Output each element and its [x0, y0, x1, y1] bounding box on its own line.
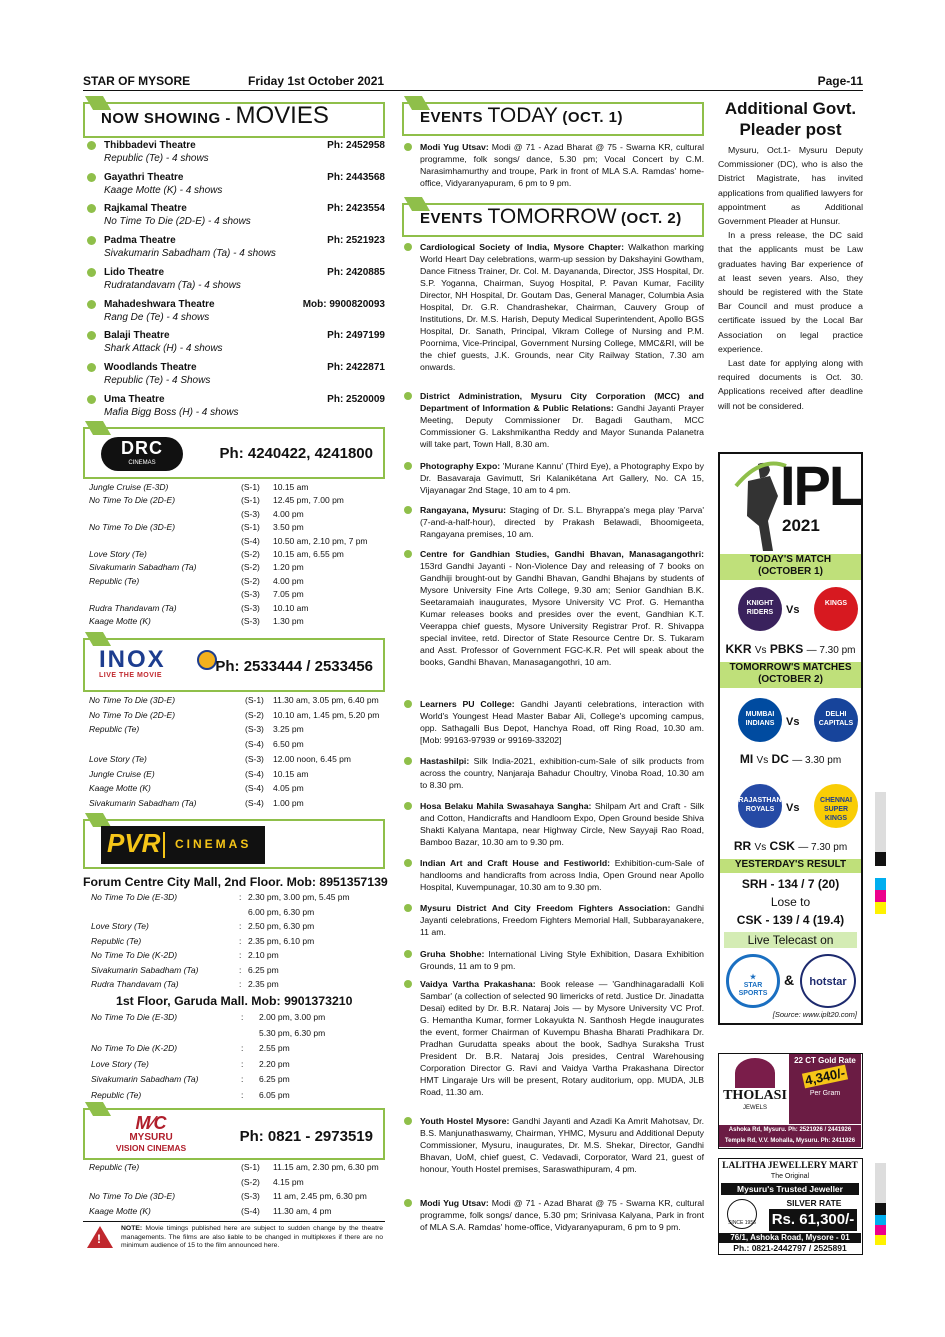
- tholasi-address-2: Temple Rd, V.V. Mohalla, Mysuru. Ph: 2411926: [719, 1136, 861, 1147]
- screen-number: (S-3): [241, 508, 260, 519]
- theatre-show: Sivakumarin Sabadham (Ta) - 4 shows: [104, 248, 276, 260]
- pvr-schedule-1: [91, 891, 385, 991]
- event-tomorrow-item: Youth Hostel Mysore: Gandhi Jayanti and Azadi Ka Amrit Mahotsav, Dr. B.S. Manjunathaswamy, Chairman, YHMC, Mysuru and Additional Deputy Commissioner, Mysuru, inaugurates, Dr. M.S. Shekar, Director, Gandhi Bhavan, UoM, chief guest, C. Vedavadi, Corporator, Ward 21, guest of honour, Youth Hostel premises, Saraswathipuram, 4 pm.: [402, 1115, 704, 1175]
- now-showing-label: NOW SHOWING -: [101, 110, 236, 127]
- telecast-label: Live Telecast on: [724, 932, 857, 948]
- pbks-logo-icon: KINGS: [814, 587, 858, 631]
- movie-title: Rudra Thandavam (Ta): [89, 602, 177, 613]
- screen-number: :: [239, 935, 242, 946]
- ipl-year: 2021: [782, 516, 820, 535]
- show-times: 3.25 pm: [273, 724, 304, 735]
- tomorrow-date: (OCT. 2): [621, 210, 682, 227]
- movie-title: Republic (Te): [91, 935, 142, 946]
- today-match-label: TODAY'S MATCH (OCTOBER 1): [720, 554, 861, 580]
- tholasi-ad: [718, 1053, 863, 1149]
- theatre-name: Lido Theatre: [104, 266, 165, 278]
- cricketer-icon: [728, 456, 788, 556]
- page-header: [83, 73, 863, 91]
- tholasi-brand: THOLASI JEWELS: [721, 1056, 789, 1124]
- result-line-3: CSK - 139 / 4 (19.4): [736, 913, 845, 927]
- theatre-item: [83, 393, 385, 421]
- note-label: NOTE:: [121, 1225, 143, 1232]
- bullet-icon: [404, 950, 412, 958]
- movie-title: Republic (Te): [89, 724, 140, 735]
- match-1: KKR Vs PBKS — 7.30 pm: [725, 642, 856, 656]
- pvr-logo: PVR CINEMAS: [101, 826, 265, 864]
- theatre-phone: Ph: 2452958: [327, 140, 385, 151]
- inox-phone: Ph: 2533444 / 2533456: [215, 658, 373, 675]
- show-times: 2.35 pm, 6.10 pm: [248, 935, 315, 946]
- event-tomorrow-item: Mysuru District And City Freedom Fighters Association: Gandhi Jayanti celebrations, Freedom Fighters Memorial Hall, Subbarayanakere, 11 am.: [402, 902, 704, 938]
- bullet-icon: [87, 236, 96, 245]
- movie-title: Sivakumarin Sabadham (Ta): [89, 797, 197, 808]
- show-times: 6.05 pm: [259, 1089, 290, 1100]
- movie-title: Rudra Thandavam (Ta): [91, 979, 179, 989]
- show-times: 11.15 am, 2.30 pm, 6.30 pm: [273, 1162, 379, 1172]
- bullet-icon: [404, 802, 412, 810]
- bullet-icon: [87, 300, 96, 309]
- article-title: Additional Govt. Pleader post: [724, 99, 857, 139]
- source-note: [Source: www.iplt20.com]: [772, 1010, 857, 1019]
- pvr-box: [83, 819, 385, 869]
- theatre-name: Uma Theatre: [104, 393, 165, 405]
- drc-box: [83, 427, 385, 479]
- ipl-box: IPL 2021 TODAY'S MATCH (OCTOBER 1) KNIGHT RIDERS Vs KINGS KKR Vs PBKS — 7.30 pm TOMORROW'S MATCHES (OCTOBER 2) MUMBAI INDIANS Vs DELHI CAPITALS MI Vs DC — 3.30 pm RAJASTHAN ROYALS Vs CHENNAI SUPER KINGS RR Vs CSK — 7.30 pm YESTERDAY'S RESULT SRH - 134 / 7 (20) Lose to CSK - 139 / 4 (19.4) Live Telecast on ★ STAR SPORTS & hotstar [Source: www.iplt20.com]: [718, 452, 863, 1025]
- show-times: 2.00 pm, 3.00 pm: [259, 1012, 326, 1022]
- tholasi-address-1: Ashoka Rd, Mysuru. Ph: 2521926 / 2441926: [719, 1125, 861, 1136]
- bullet-icon: [87, 395, 96, 404]
- theatre-item: [83, 202, 385, 230]
- theatre-name: Rajkamal Theatre: [104, 203, 187, 215]
- movie-title: Republic (Te): [91, 1089, 142, 1100]
- events-label: EVENTS: [420, 109, 484, 126]
- bullet-icon: [404, 392, 412, 400]
- show-times: 4.15 pm: [273, 1176, 304, 1187]
- bullet-icon: [87, 331, 96, 340]
- show-times: 10.50 am, 2.10 pm, 7 pm: [273, 535, 368, 546]
- pleader-article: Additional Govt. Pleader post Mysuru, Oct.1- Mysuru Deputy Commissioner (DC), who is also the District Magistrate, has invited applications from qualified lawyers for appointment as Additional Government Pleader at Hunsur. In a press release, the DC said that the applicants must be Law graduates having Bar experience of at least seven years. Also, they should be registered with the State Bar Council and must produce a certificate issued by the Local Bar Association on legal practice experience. Last date for applying along with required documents is Oct. 30. Applications received after deadline will not be considered.: [718, 99, 863, 411]
- tomorrow-matches-label: TOMORROW'S MATCHES (OCTOBER 2): [720, 662, 861, 688]
- screen-number: (S-4): [245, 768, 264, 779]
- event-tomorrow-item: Cardiological Society of India, Mysore Chapter: Walkathon marking World Heart Day celebrations, warm-up session by Dakshayini Gowtham, Dance Fitness Trainer, Dr. Col. M. Dayananda, Director, JSS Hospital, Dr. S.P. Yoganna, Chairman, Suyog Hospital, P. Pavan Kumar, Facility Director, NH Hospital, Dr. Goutam Das, General Manager, Columbia Asia Hospital, Dr. G.R. Chandrashekar, Chairman, Cauvery Group of Institutions, Dr. M.S. Harish, Deputy Medical Superintendent, Apollo BGS Hospital, Dr. Sanath, Principal, Vikram College of Nursing and P.M. Poornima, Vice-Principal, Government Nursing College, MMC&RI, will be the chief guests, J.K. Grounds, near City Railway Station, 7.30 am onwards.: [402, 241, 704, 373]
- note-box: ! NOTE: Movie timings published here are subject to sudden change by the theatre managements. The films are also liable to be changed in multiplexes if there are no minimum audience of 15 to the film announced here.: [83, 1221, 385, 1253]
- screen-number: (S-3): [241, 1191, 260, 1201]
- movie-title: Sivakumarin Sabadham (Ta): [91, 1074, 199, 1084]
- mysuru-vision-schedule: [89, 1161, 385, 1221]
- dc-logo-icon: DELHI CAPITALS: [814, 698, 858, 742]
- theatre-show: Rudratandavam (Ta) - 4 shows: [104, 279, 241, 291]
- event-today-item: Modi Yug Utsav: Modi @ 71 - Azad Bharat @ 75 - Swarna KR, cultural programme, folk songs/ dance, 5.30 pm; Vocal Concert by C.M. Narasimhamurthy and troupe, Park in front of MLA S.A. Ramdas' home-office, Vidyaranyapuram, 6 pm to 9 pm.: [402, 141, 704, 189]
- movie-title: No Time To Die (K-2D): [91, 950, 178, 960]
- screen-number: (S-3): [245, 753, 264, 764]
- theatre-phone: Ph: 2443568: [327, 171, 385, 183]
- screen-number: :: [241, 1012, 244, 1022]
- events-tomorrow-title-box: [402, 203, 704, 237]
- bullet-icon: [404, 506, 412, 514]
- event-tomorrow-item: Vaidya Vartha Prakashana: Book release — 'Gandhinagaradalli Koli Sambar' (a collection of selected 90 limericks of retd. Justice Dr. Jinadatta Desai) edited by Dr. B.R. Nataraj Jois — by Mysore University VC Prof. G. Hemantha Kumar, former Lokayukta N. Santhosh Hegde inaugurates the event, former Chairman of Kuvempu Bhasha Bharati Pradhikara Dr. Pradhan Gurudatta speaks about the book, Sadhya Suraksha Trust President Dr. B.R. Nataraj Jois presides, Central Warehousing Corporation Director G. Ravi and Vaidya Vartha Prakashana Director HMT Lingaraje Urs will be present, Rotary auditorium, opp. MUDA, JLB Road, 11.30 am.: [402, 978, 704, 1098]
- movie-title: Kaage Motte (K): [89, 616, 151, 626]
- show-times: 11.30 am, 3.05 pm, 6.40 pm: [273, 695, 379, 705]
- note-text: Movie timings published here are subject to sudden change by the theatre managements. The films are also liable to be changed in multiplexes if there are no minimum audience of 15 to the film announced here.: [121, 1225, 383, 1249]
- screen-number: (S-3): [245, 724, 264, 735]
- hotstar-logo: hotstar: [800, 954, 856, 1008]
- show-times: 6.25 pm: [259, 1074, 290, 1084]
- movie-title: Jungle Cruise (E-3D): [89, 482, 169, 492]
- theatre-show: Kaage Motte (K) - 4 shows: [104, 184, 223, 196]
- screen-number: (S-4): [241, 1205, 260, 1216]
- movie-title: Love Story (Te): [91, 1058, 149, 1069]
- show-times: 6.50 pm: [273, 739, 304, 750]
- show-times: 4.00 pm: [273, 575, 304, 586]
- tomorrow-label: TOMORROW: [487, 205, 617, 228]
- show-times: 2.20 pm: [259, 1058, 290, 1069]
- show-times: 4.00 pm: [273, 508, 304, 519]
- bullet-icon: [404, 550, 412, 558]
- screen-number: (S-1): [241, 522, 260, 533]
- page-number: Page-11: [817, 74, 863, 88]
- screen-number: :: [239, 964, 242, 975]
- match-3: RR Vs CSK — 7.30 pm: [733, 839, 848, 853]
- inox-schedule: [89, 694, 385, 814]
- show-times: 10.15 am: [273, 768, 309, 779]
- screen-number: (S-4): [245, 797, 264, 808]
- theatre-name: Mahadeshwara Theatre: [104, 298, 215, 310]
- movie-title: No Time To Die (E-3D): [91, 1012, 178, 1022]
- tholasi-rate-panel: 22 CT Gold Rate 4,340/- Per Gram: [789, 1054, 861, 1124]
- bullet-icon: [87, 204, 96, 213]
- theatre-show: Shark Attack (H) - 4 shows: [104, 343, 223, 355]
- screen-number: (S-1): [241, 482, 260, 492]
- today-label: TODAY: [487, 104, 558, 127]
- movie-title: Republic (Te): [89, 1162, 140, 1172]
- bullet-icon: [404, 1199, 412, 1207]
- show-times: 1.30 pm: [273, 616, 304, 626]
- theatre-item: [83, 298, 385, 326]
- show-times: 3.50 pm: [273, 522, 304, 533]
- bullet-icon: [87, 141, 96, 150]
- show-times: 12.45 pm, 7.00 pm: [273, 495, 344, 506]
- movie-title: No Time To Die (3D-E): [89, 522, 176, 533]
- theatre-phone: Ph: 2423554: [327, 203, 385, 215]
- movie-title: Love Story (Te): [89, 549, 147, 559]
- bullet-icon: [404, 1117, 412, 1125]
- theatre-item: [83, 329, 385, 357]
- inox-logo: INOX LIVE THE MOVIE: [99, 648, 213, 684]
- lalitha-name: LALITHA JEWELLERY MART: [722, 1161, 858, 1171]
- theatre-name: Thibbadevi Theatre: [104, 140, 196, 151]
- inox-sun-icon: [197, 650, 217, 670]
- pvr-venue-1: Forum Centre City Mall, 2nd Floor. Mob: 8951357139: [83, 875, 388, 889]
- screen-number: :: [239, 950, 242, 960]
- screen-number: :: [241, 1058, 244, 1069]
- event-tomorrow-item: Modi Yug Utsav: Modi @ 71 - Azad Bharat @ 75 - Swarna KR, cultural programme, folk songs/ dance, 5.30 pm; Srinivasa Kalyana, Park in front of MLA S.A. Ramdas' home-office, Vidyaranyapuram, 6 pm to 9 pm.: [402, 1197, 704, 1233]
- movies-label: MOVIES: [235, 102, 329, 129]
- event-tomorrow-item: Photography Expo: 'Murane Kannu' (Third Eye), a Photography Expo by Dr. Basavaraja Gavimutt, Sri Kalanikétana Art Gallery, No. CA 15, Vijayanagar 2nd Stage, 10 am to 4 pm.: [402, 460, 704, 496]
- inox-box: [83, 638, 385, 692]
- show-times: 1.20 pm: [273, 562, 304, 573]
- theatre-phone: Ph: 2520009: [327, 393, 385, 405]
- screen-number: :: [241, 1089, 244, 1100]
- theatre-phone: Ph: 2420885: [327, 266, 385, 278]
- drc-schedule: [89, 481, 385, 631]
- pvr-schedule-2: [91, 1011, 385, 1101]
- screen-number: (S-1): [245, 695, 264, 705]
- show-times: 12.00 noon, 6.45 pm: [273, 753, 351, 764]
- theatre-item: [83, 266, 385, 294]
- screen-number: :: [241, 1043, 244, 1053]
- csk-logo-icon: CHENNAI SUPER KINGS: [814, 784, 858, 828]
- screen-number: :: [239, 979, 242, 989]
- show-times: 11 am, 2.45 pm, 6.30 pm: [273, 1191, 367, 1201]
- show-times: 1.00 pm: [273, 797, 304, 808]
- color-registration-bar-2: [875, 1163, 886, 1245]
- theatre-show: Republic (Te) - 4 Shows: [104, 374, 211, 386]
- screen-number: (S-3): [241, 616, 260, 626]
- theatre-name: Padma Theatre: [104, 235, 176, 247]
- bullet-icon: [404, 143, 412, 151]
- screen-number: (S-1): [241, 1162, 260, 1172]
- theatre-name: Gayathri Theatre: [104, 171, 184, 183]
- yesterday-result-label: YESTERDAY'S RESULT: [720, 859, 861, 873]
- lalitha-ad: LALITHA JEWELLERY MART The Original Mysuru's Trusted Jeweller SINCE 1956 SILVER RATE Rs. 61,300/- 76/1, Ashoka Road, Mysore - 01 Ph.: 0821-2442797 / 2525891: [718, 1158, 863, 1255]
- theatre-item: [83, 234, 385, 262]
- mysuru-vision-logo: M⁄C MYSURU VISION CINEMAS: [115, 1113, 187, 1153]
- theatre-phone: Ph: 2521923: [327, 235, 385, 247]
- mysuru-vision-box: [83, 1108, 385, 1160]
- result-line-1: SRH - 134 / 7 (20): [741, 877, 840, 891]
- show-times: 2.30 pm, 3.00 pm, 5.45 pm: [248, 892, 350, 902]
- issue-date: Friday 1st October 2021: [248, 74, 385, 88]
- movie-title: No Time To Die (2D-E): [89, 495, 176, 506]
- movie-title: Sivakumarin Sabadham (Ta): [89, 562, 197, 573]
- show-times: 11.30 am, 4 pm: [273, 1205, 332, 1216]
- show-times: 5.30 pm, 6.30 pm: [259, 1027, 326, 1038]
- theatre-item: [83, 361, 385, 389]
- event-tomorrow-item: Indian Art and Craft House and Festiworld: Exhibition-cum-Sale of handlooms and handicrafts from across India, Open Ground near Apollo Hospital, Kuvempunagar, 10.30 am to 9.30 pm.: [402, 857, 704, 893]
- rr-logo-icon: RAJASTHAN ROYALS: [738, 784, 782, 828]
- drc-phone: Ph: 4240422, 4241800: [219, 445, 373, 462]
- screen-number: (S-2): [241, 549, 260, 559]
- silver-rate: Rs. 61,300/-: [769, 1209, 857, 1231]
- show-times: 2.55 pm: [259, 1043, 290, 1053]
- ipl-logo: IPL: [780, 454, 862, 517]
- event-tomorrow-item: Hastashilpi: Silk India-2021, exhibition-cum-Sale of silk products from across the country, Nanjaraja Bahadur Choultry, Vinoba Road, 10.30 am to 8.30 pm.: [402, 755, 704, 791]
- newspaper-name: STAR OF MYSORE: [83, 74, 191, 88]
- show-times: 7.05 pm: [273, 589, 304, 600]
- events-label: EVENTS: [420, 210, 484, 227]
- bullet-icon: [404, 462, 412, 470]
- movie-title: No Time To Die (3D-E): [89, 1191, 176, 1201]
- event-tomorrow-item: Rangayana, Mysuru: Staging of Dr. S.L. Bhyrappa's mega play 'Parva' (7-and-a-half-hour), directed by Prakash Belawadi, Bhoomigeeta, Rangayana premises, 10 am.: [402, 504, 704, 540]
- screen-number: (S-4): [245, 739, 264, 750]
- theatre-phone: Ph: 2497199: [327, 330, 385, 342]
- movie-title: No Time To Die (E-3D): [91, 892, 178, 902]
- screen-number: (S-2): [241, 575, 260, 586]
- show-times: 10.10 am, 1.45 pm, 5.20 pm: [273, 709, 380, 720]
- screen-number: :: [239, 892, 242, 902]
- show-times: 10.15 am, 6.55 pm: [273, 549, 344, 559]
- event-tomorrow-item: Centre for Gandhian Studies, Gandhi Bhavan, Manasagangothri: 153rd Gandhi Jayanti - Non-Violence Day and releasing of 7 books on Gandhiji brought-out by Gandhi Bhavan, Gandhi Bhajans by students of Mysore University Fine Arts College, 9.30 am; Senior Gandhian B.K. Seetaramaiah inaugurates, Mysore University VC Prof. G. Hemantha Kumar releases books and presides over the event, Gandhian K.T. Veerappa chief guests, Mysore University Registrar Prof. R. Shivappa special invitee, retd. Director of State Resource Centre Dr. S. Tukaram and Asst. Professor of Government FGC-K.R. Pet will speak about the books, Gandhi Bhavan, Manasagangothri, 10 am.: [402, 548, 704, 668]
- movie-title: Republic (Te): [89, 575, 140, 586]
- screen-number: (S-4): [241, 535, 260, 546]
- color-registration-bar: [875, 792, 886, 914]
- pvr-venue-2: 1st Floor, Garuda Mall. Mob: 9901373210: [116, 994, 353, 1008]
- bullet-icon: [87, 173, 96, 182]
- event-tomorrow-item: Hosa Belaku Mahila Swasahaya Sangha: Shilpam Art and Craft - Silk and Cotton, Handicrafts and Handloom Expo, Open Ground beside Shiva Shakti Kalyana Mantapa, near Highway Circle, New Sayyaji Rao Road, Bamboo Bazar, 10.30 am to 9.30 pm.: [402, 800, 704, 848]
- theatre-phone: Ph: 2422871: [327, 361, 385, 373]
- events-today-title-box: [402, 102, 704, 136]
- bullet-icon: [404, 980, 412, 988]
- show-times: 10.10 am: [273, 602, 309, 613]
- show-times: 2.10 pm: [248, 950, 279, 960]
- screen-number: :: [239, 921, 242, 931]
- result-line-2: Lose to: [770, 895, 811, 909]
- theatre-item: [83, 171, 385, 199]
- bullet-icon: [87, 363, 96, 372]
- theatre-phone: Mob: 9900820093: [302, 298, 385, 310]
- theatre-show: Mafia Bigg Boss (H) - 4 shows: [104, 406, 239, 418]
- screen-number: (S-2): [245, 709, 264, 720]
- movie-title: Kaage Motte (K): [89, 1205, 151, 1216]
- screen-number: (S-2): [241, 562, 260, 573]
- movie-title: Sivakumarin Sabadham (Ta): [91, 964, 199, 975]
- bullet-icon: [404, 757, 412, 765]
- lalitha-logo-icon: SINCE 1956: [727, 1199, 757, 1229]
- mysuru-vision-phone: Ph: 0821 - 2973519: [239, 1128, 373, 1145]
- movie-title: Love Story (Te): [91, 921, 149, 931]
- show-times: 2.35 pm: [248, 979, 279, 989]
- movie-title: No Time To Die (3D-E): [89, 695, 176, 705]
- event-tomorrow-item: Learners PU College: Gandhi Jayanti celebrations, interaction with World's Youngest Head Master Babar Ali, College's upcoming campus, opp. Sathagalli Bus Depot, Hanchya Road, off Ring Road, 10.30 am. [Mob: 99163-97939 or 99169-33202]: [402, 698, 704, 746]
- theatre-name: Woodlands Theatre: [104, 361, 197, 373]
- show-times: 4.05 pm: [273, 783, 304, 794]
- theatre-name: Balaji Theatre: [104, 330, 170, 342]
- event-tomorrow-item: District Administration, Mysuru City Corporation (MCC) and Department of Information & Public Relations: Gandhi Jayanti Prayer Meeting, Deputy Commissioner Dr. Bagadi Gautham, MCC Commissioner G. Lakshmikantha Reddy and Mayor Sunanda Palanetra will take part, Town Hall, 8.30 am.: [402, 390, 704, 450]
- show-times: 2.50 pm, 6.30 pm: [248, 921, 315, 931]
- show-times: 10.15 am: [273, 482, 309, 492]
- show-times: 6.25 pm: [248, 964, 279, 975]
- drc-logo: DRC CINEMAS: [101, 437, 183, 471]
- today-date: (OCT. 1): [562, 109, 623, 126]
- movie-title: No Time To Die (K-2D): [91, 1043, 178, 1053]
- match-2: MI Vs DC — 3.30 pm: [739, 752, 842, 766]
- movie-title: Jungle Cruise (E): [89, 768, 155, 779]
- theatre-show: Republic (Te) - 4 shows: [104, 153, 209, 164]
- bullet-icon: [404, 243, 412, 251]
- screen-number: (S-1): [241, 495, 260, 506]
- movie-title: No Time To Die (2D-E): [89, 709, 176, 720]
- theatre-show: No Time To Die (2D-E) - 4 shows: [104, 216, 251, 228]
- theatre-show: Rang De (Te) - 4 shows: [104, 311, 210, 323]
- tholasi-logo-icon: [735, 1058, 775, 1088]
- show-times: 6.00 pm, 6.30 pm: [248, 906, 315, 917]
- screen-number: :: [241, 1074, 244, 1084]
- star-sports-logo: ★ STAR SPORTS: [726, 954, 780, 1008]
- bullet-icon: [404, 904, 412, 912]
- kkr-logo-icon: KNIGHT RIDERS: [738, 587, 782, 631]
- mi-logo-icon: MUMBAI INDIANS: [738, 698, 782, 742]
- event-tomorrow-item: Gruha Shobhe: International Living Style Exhibition, Dasara Exhibition Grounds, 11 am to 9 pm.: [402, 948, 704, 972]
- movie-title: Kaage Motte (K): [89, 783, 151, 794]
- theatre-item: [83, 139, 385, 167]
- screen-number: (S-2): [241, 1176, 260, 1187]
- screen-number: (S-3): [241, 589, 260, 600]
- movie-title: Love Story (Te): [89, 753, 147, 764]
- screen-number: (S-4): [245, 783, 264, 794]
- screen-number: (S-3): [241, 602, 260, 613]
- now-showing-title-box: [83, 102, 385, 138]
- bullet-icon: [404, 700, 412, 708]
- bullet-icon: [404, 859, 412, 867]
- bullet-icon: [87, 268, 96, 277]
